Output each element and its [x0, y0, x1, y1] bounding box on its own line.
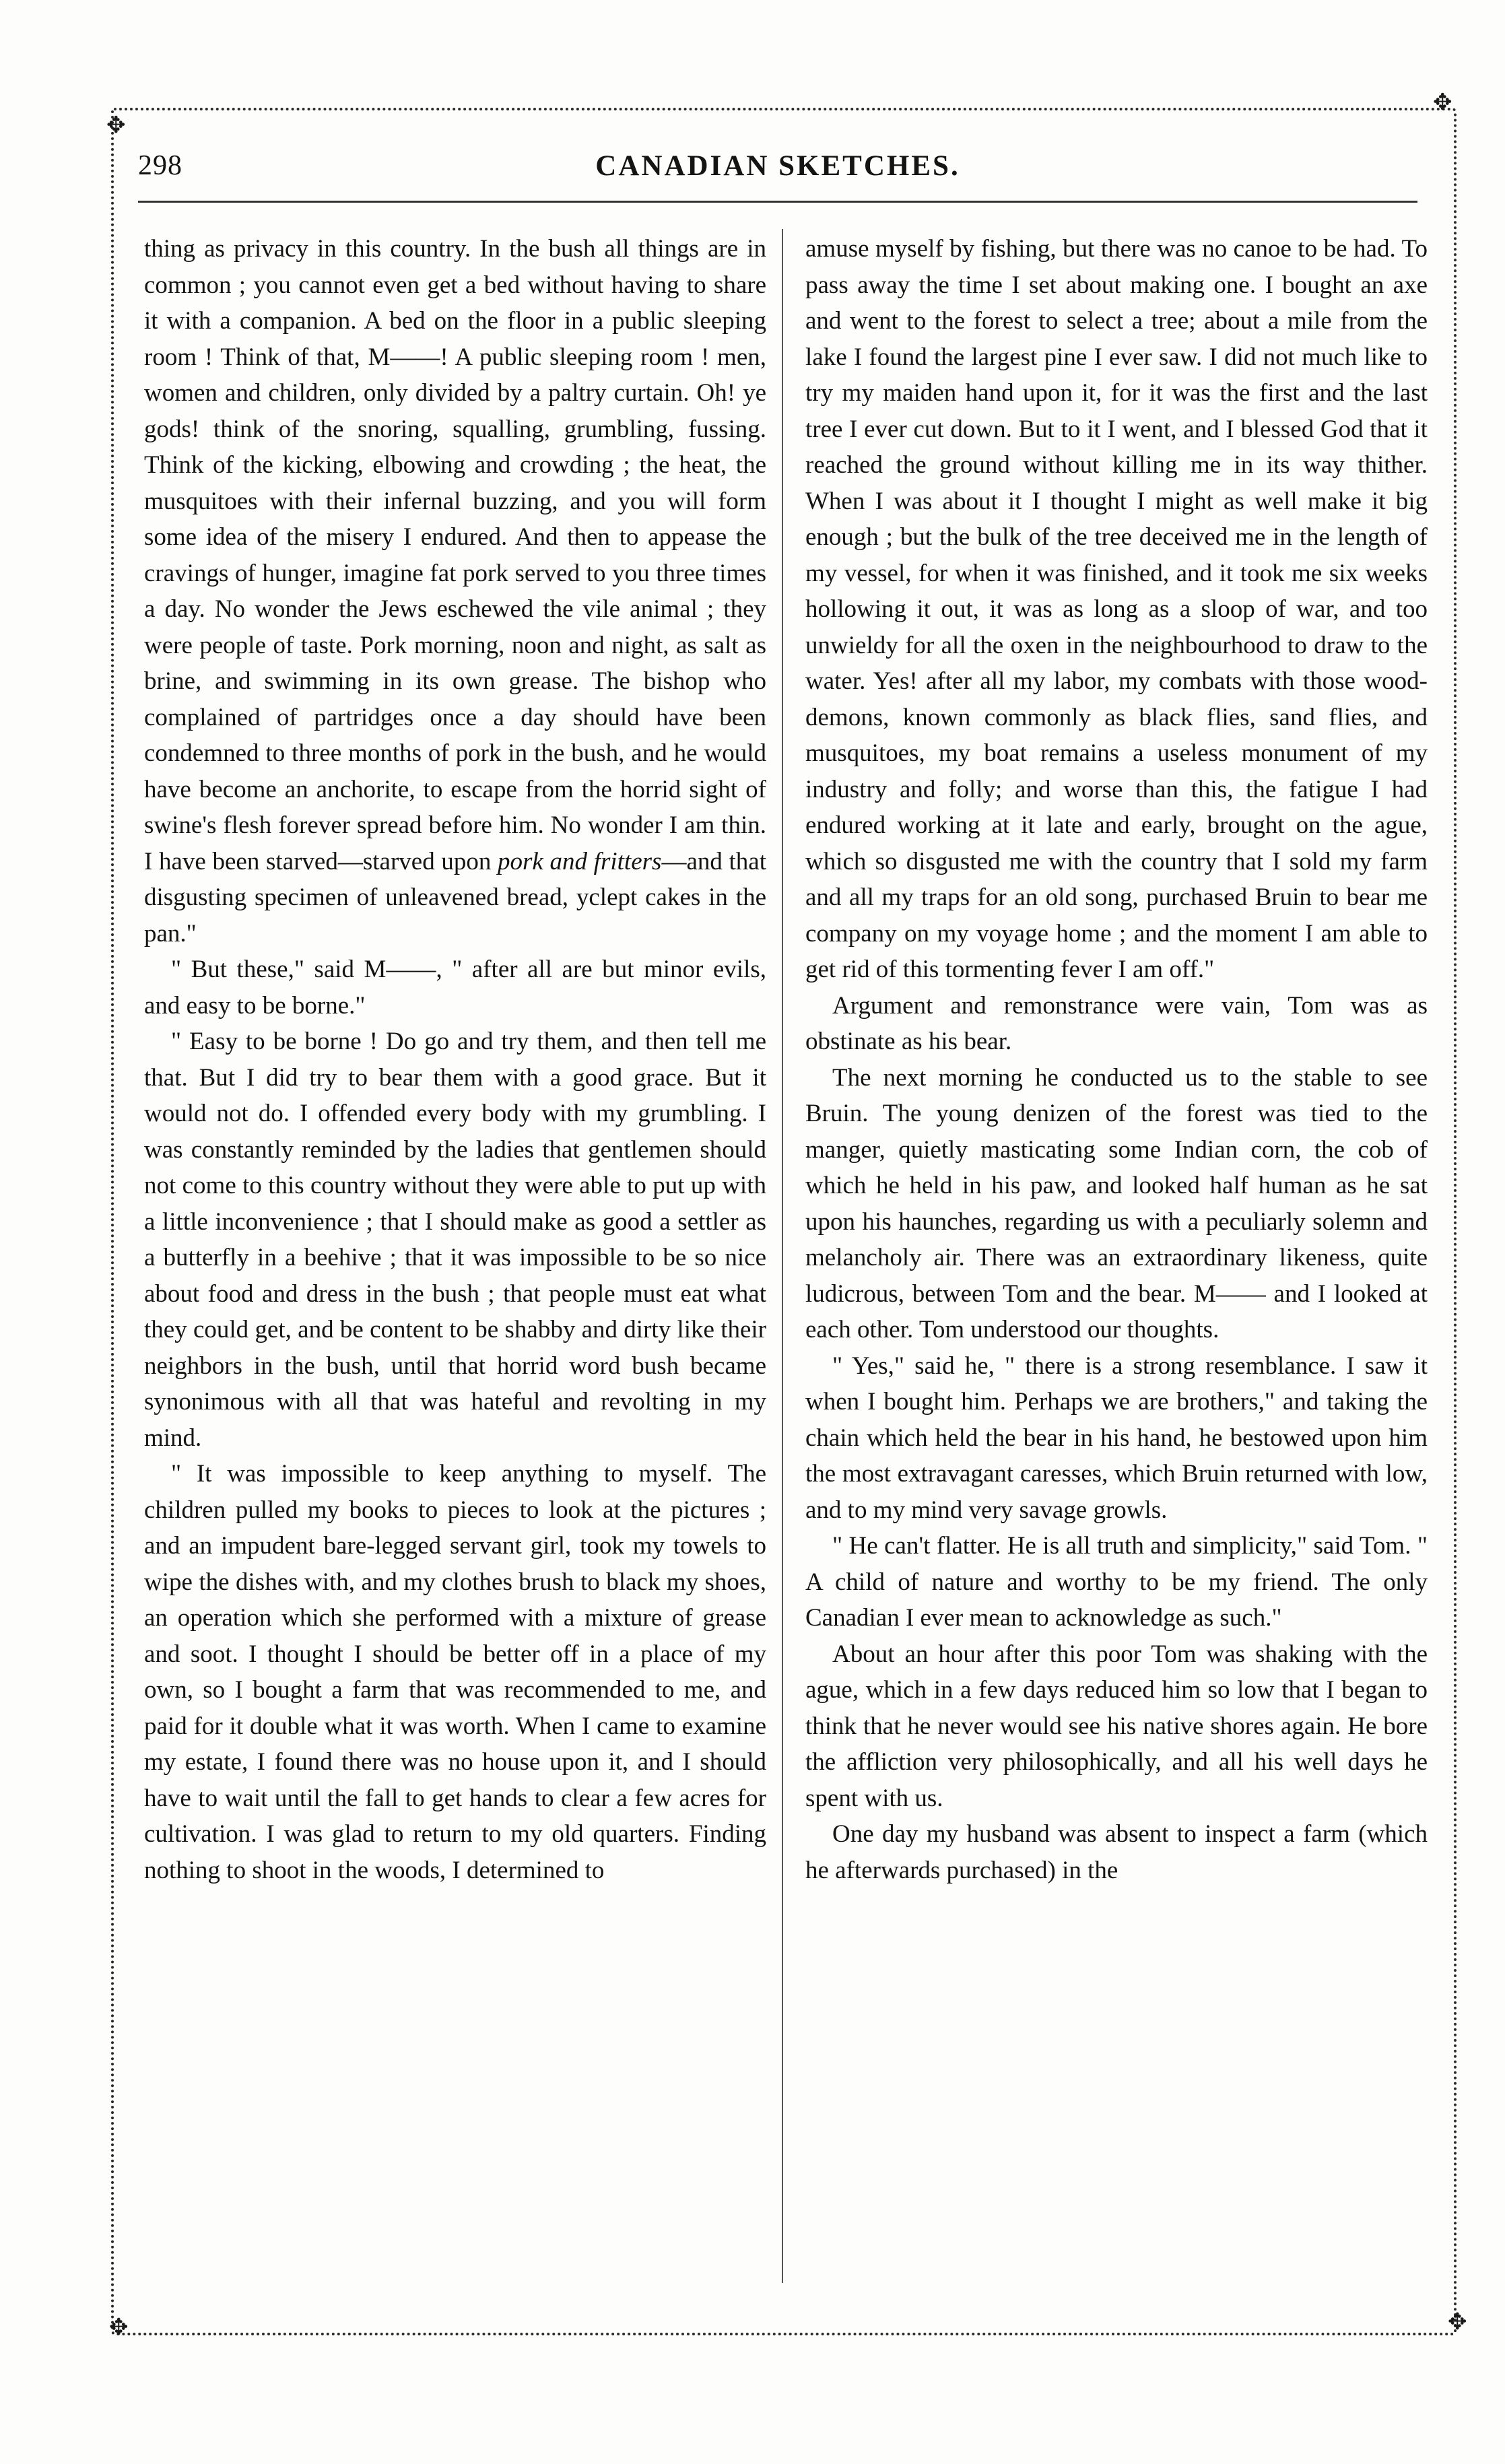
paragraph: thing as privacy in this country. In the bush all things are in common ; you cannot even get a bed without having to share it with a companion. A bed on the floor in a public sleeping room ! Think of that, M——! A public sleeping room ! men, women and children, only divided by a paltry curtain. Oh! ye gods! think of the snoring, squalling, grumbling, fussing. Think of the kicking, elbowing and crowding ; the heat, the musquitoes with their infernal buzzing, and you will form some idea of the misery I endured. And then to appease the cravings of hunger, imagine fat pork served to you three times a day. No wonder the Jews eschewed the vile animal ; they were people of taste. Pork morning, noon and night, as salt as brine, and swimming in its own grease. The bishop who complained of partridges once a day should have been condemned to three months of pork in the bush, and he would have become an anchorite, to escape from the horrid sight of swine's flesh forever spread before him. No wonder I am thin. I have been starved—starved upon pork and fritters—and that disgusting specimen of unleavened bread, yclept cakes in the pan." [144, 235, 766, 947]
header-rule [138, 201, 1417, 203]
paragraph: amuse myself by fishing, but there was no canoe to be had. To pass away the time I set about making one. I bought an axe and went to the forest to select a tree; about a mile from the lake I found the largest pine I ever saw. I did not much like to try my maiden hand upon it, for it was the first and the last tree I ever cut down. But to it I went, and I blessed God that it reached the ground without killing me in its way thither. When I was about it I thought I might as well make it big enough ; but the bulk of the tree deceived me in the length of my vessel, for when it was finished, and it took me six weeks hollowing it out, it was as long as a sloop of war, and too unwieldy for all the oxen in the neighbourhood to draw to the water. Yes! after all my labor, my combats with those wood-demons, known commonly as black flies, sand flies, and musquitoes, my boat remains a useless monument of my industry and folly; and worse than this, the fatigue I had endured working at it late and early, brought on the ague, which so disgusted me with the country that I sold my farm and all my traps for an old song, purchased Bruin to bear me company on my voyage home ; and the moment I am able to get rid of this tormenting fever I am off." [805, 235, 1428, 983]
paragraph: Argument and remonstrance were vain, Tom was as obstinate as his bear. [805, 991, 1428, 1055]
left-column [144, 231, 766, 2292]
paragraph: " Easy to be borne ! Do go and try them, and then tell me that. But I did try to bear them with a good grace. But it would not do. I offended every body with my grumbling. I was constantly reminded by the ladies that gentlemen should not come to this country without they were able to put up with a little inconvenience ; that I should make as good a settler as a butterfly in a beehive ; that it was impossible to be so nice about food and dress in the bush ; that people must eat what they could get, and be content to be shabby and dirty like their neighbors in the bush, until that horrid word bush became synonimous with all that was hateful and revolting in my mind. [144, 1028, 766, 1452]
right-column [805, 231, 1428, 2292]
running-head [138, 149, 1417, 197]
border-ornament-icon: ✥ [1433, 90, 1452, 115]
paragraph: One day my husband was absent to inspect a farm (which he afterwards purchased) in the [805, 1820, 1428, 1884]
italic-phrase: pork and fritters [498, 847, 662, 875]
page-number: 298 [138, 150, 182, 181]
paragraph: " It was impossible to keep anything to myself. The children pulled my books to pieces to look at the pictures ; and an impudent bare-legged servant girl, took my towels to wipe the dishes with, and my clothes brush to black my shoes, an operation which she performed with a mixture of grease and soot. I thought I should be better off in a place of my own, so I bought a farm that was recommended to me, and paid for it double what it was worth. When I came to examine my estate, I found there was no house upon it, and I should have to wait until the fall to get hands to clear a few acres for cultivation. I was glad to return to my old quarters. Finding nothing to shoot in the woods, I determined to [144, 1460, 766, 1884]
column-divider [782, 229, 783, 2283]
border-ornament-icon: ✥ [1448, 2310, 1467, 2335]
border-ornament-icon: ✥ [109, 2315, 129, 2340]
paragraph: The next morning he conducted us to the stable to see Bruin. The young denizen of the forest was tied to the manger, quietly masticating some Indian corn, the cob of which he held in his paw, and looked half human as he sat upon his haunches, regarding us with a peculiarly solemn and melancholy air. There was an extraordinary likeness, quite ludicrous, between Tom and the bear. M—— and I looked at each other. Tom understood our thoughts. [805, 1063, 1428, 1343]
border-ornament-icon: ✥ [106, 113, 126, 138]
paragraph: " But these," said M——, " after all are but minor evils, and easy to be borne." [144, 956, 766, 1020]
running-title: CANADIAN SKETCHES. [595, 150, 960, 182]
paragraph: About an hour after this poor Tom was shaking with the ague, which in a few days reduced him so low that I began to think that he never would see his native shores again. He bore the affliction very philosophically, and all his well days he spent with us. [805, 1640, 1428, 1812]
paragraph: " Yes," said he, " there is a strong resemblance. I saw it when I bought him. Perhaps we are brothers," and taking the chain which held the bear in his hand, he bestowed upon him the most extravagant caresses, which Bruin returned with low, and to my mind very savage growls. [805, 1352, 1428, 1524]
paragraph: " He can't flatter. He is all truth and simplicity," said Tom. " A child of nature and worthy to be my friend. The only Canadian I ever mean to acknowledge as such." [805, 1532, 1428, 1632]
